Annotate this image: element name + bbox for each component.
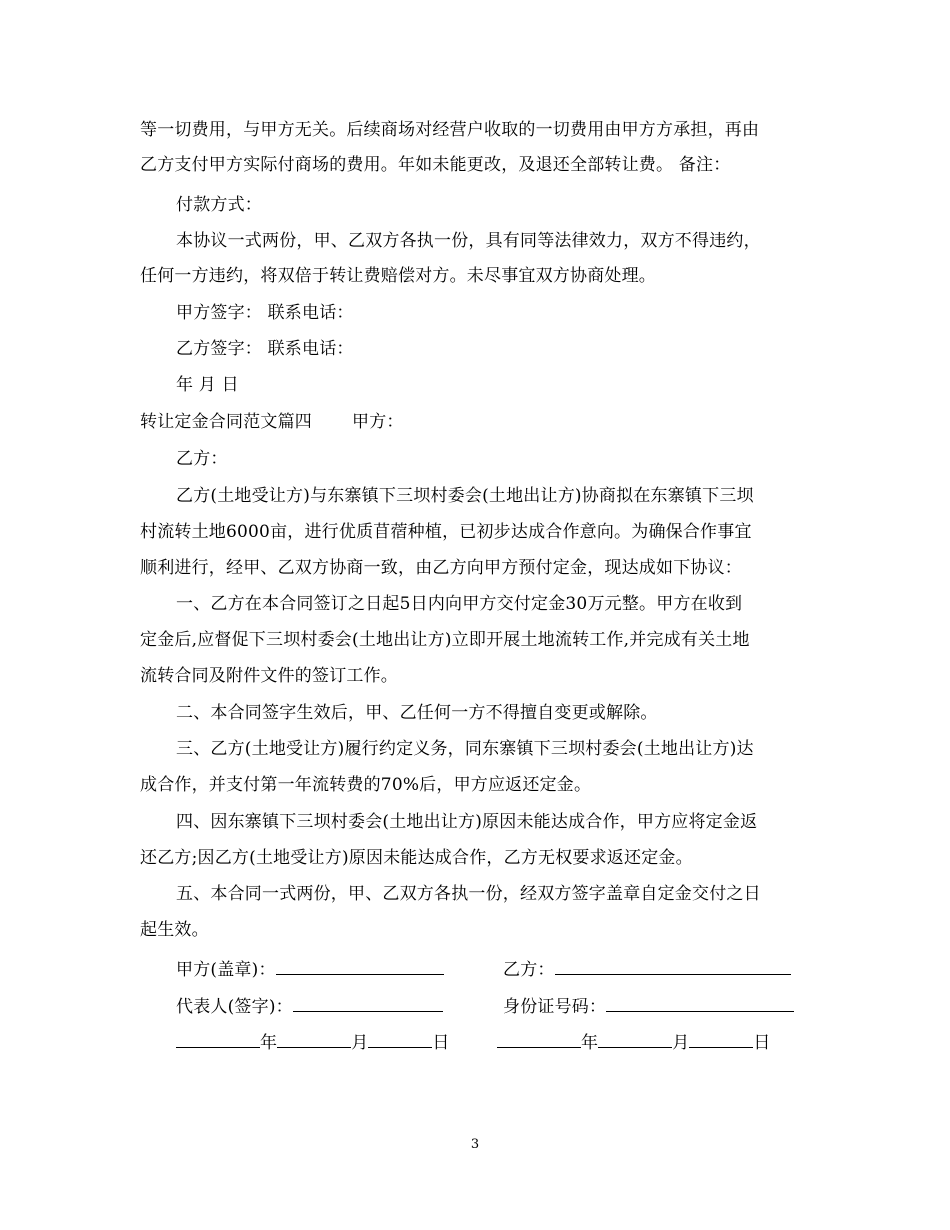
date-line: 年 月 日 [176,375,239,395]
paragraph-line: 顺利进行，经甲、乙双方协商一致，由乙方向甲方预付定金，现达成如下协议： [140,558,742,578]
day-field[interactable] [368,1029,432,1048]
month-field[interactable] [598,1029,672,1048]
year-label: 年 [260,1033,278,1053]
section-title: 转让定金合同范文篇四 [140,412,312,432]
day-label: 日 [753,1033,771,1053]
signature-line: 甲方签字： 联系电话： [176,303,354,323]
party-b-seal-field[interactable] [555,956,791,975]
id-number-field[interactable] [606,993,794,1012]
section-heading [140,410,820,434]
clause-line: 还乙方;因乙方(土地受让方)原因未能达成合作，乙方无权要求返还定金。 [140,848,693,868]
year-field[interactable] [176,1029,260,1048]
clause-line: 成合作，并支付第一年流转费的70%后，甲方应返还定金。 [140,775,592,795]
clause-line: 一、乙方在本合同签订之日起5日内向甲方交付定金30万元整。甲方在收到 [176,594,743,614]
party-a-seal-label: 甲方(盖章)： [176,960,276,980]
clause-line: 定金后,应督促下三坝村委会(土地出让方)立即开展土地流转工作,并完成有关土地 [140,630,750,650]
month-label: 月 [351,1033,369,1053]
signature-line: 乙方签字： 联系电话： [176,339,354,359]
date-row-party-b [497,1029,817,1055]
paragraph-line: 付款方式： [176,195,262,215]
clause-line: 起生效。 [140,920,209,940]
signature-row-id [503,993,823,1019]
party-b-label: 乙方： [176,449,228,469]
paragraph-line: 乙方(土地受让方)与东寨镇下三坝村委会(土地出让方)协商拟在东寨镇下三坝 [176,486,754,506]
id-number-label: 身份证号码： [503,997,607,1017]
clause-line: 五、本合同一式两份，甲、乙双方各执一份，经双方签字盖章自定金交付之日 [176,884,761,904]
clause-line: 三、乙方(土地受让方)履行约定义务，同东寨镇下三坝村委会(土地出让方)达 [176,739,754,759]
representative-label: 代表人(签字)： [176,997,293,1017]
party-a-label: 甲方： [352,412,404,432]
paragraph-line: 本协议一式两份，甲、乙双方各执一份，具有同等法律效力，双方不得违约， [176,231,761,251]
month-label: 月 [672,1033,690,1053]
month-field[interactable] [277,1029,351,1048]
paragraph-line: 任何一方违约，将双倍于转让费赔偿对方。未尽事宜双方协商处理。 [140,266,656,286]
representative-field[interactable] [293,993,443,1012]
year-label: 年 [581,1033,599,1053]
signature-row-party-b [503,956,823,982]
party-a-seal-field[interactable] [276,956,444,975]
paragraph-line: 村流转土地6000亩，进行优质苜蓿种植，已初步达成合作意向。为确保合作事宜 [140,522,752,542]
clause-line: 四、因东寨镇下三坝村委会(土地出让方)原因未能达成合作，甲方应将定金返 [176,812,758,832]
clause-line: 二、本合同签字生效后，甲、乙任何一方不得擅自变更或解除。 [176,703,658,723]
year-field[interactable] [497,1029,581,1048]
page-number: 3 [470,1137,480,1152]
day-label: 日 [432,1033,450,1053]
paragraph-line: 等一切费用，与甲方无关。后续商场对经营户收取的一切费用由甲方方承担，再由 [140,120,760,140]
day-field[interactable] [689,1029,753,1048]
party-b-seal-label: 乙方： [503,960,555,980]
clause-line: 流转合同及附件文件的签订工作。 [140,666,398,686]
paragraph-line: 乙方支付甲方实际付商场的费用。年如未能更改，及退还全部转让费。 备注： [140,155,731,175]
